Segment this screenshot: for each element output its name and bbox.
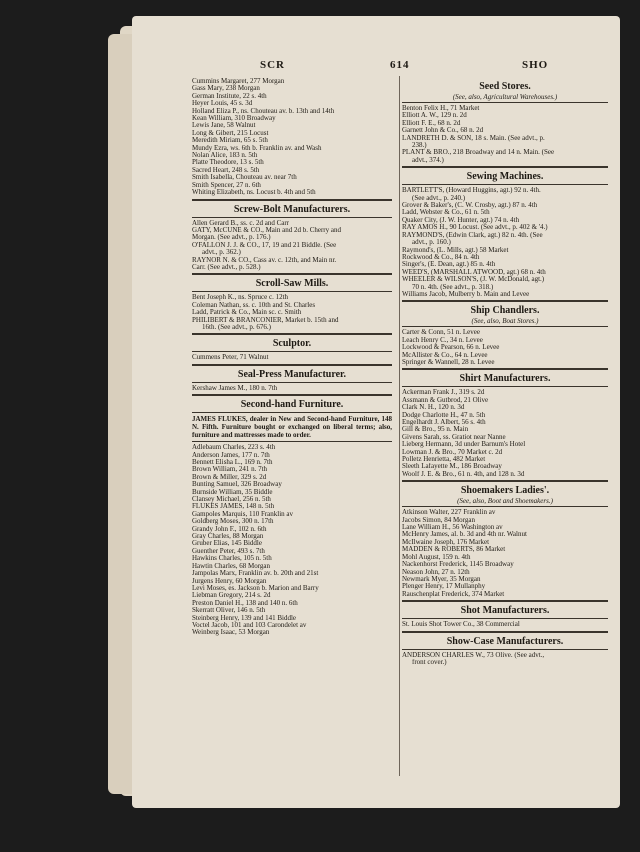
directory-entry: Atkinson Walter, 227 Franklin av (402, 509, 496, 517)
directory-entry: Levi Moses, es. Jackson b. Marion and Barry (192, 584, 319, 592)
directory-entry: Grandy John F., 102 n. 6th (192, 525, 267, 533)
shoemakers-list (402, 509, 608, 598)
directory-entry: Platte Theodore, 13 s. 5th (192, 159, 264, 167)
section-subtitle: (See, also, Boat Stores.) (471, 317, 539, 326)
section-rule (192, 394, 392, 396)
section-rule (192, 364, 392, 366)
section-rule (192, 291, 392, 292)
directory-entry: Raymond's, (L. Mills, agt.) 58 Market (402, 246, 509, 254)
directory-entry: Lowman J. & Bro., 70 Market c. 2d (402, 448, 503, 456)
directory-entry: RAYMOND'S, (Edwin Clark, agt.) 82 n. 4th. (See (402, 231, 543, 239)
seed-stores-list (402, 105, 608, 164)
section-rule (192, 351, 392, 352)
directory-entry: (See advt., p. 240.) (412, 194, 466, 202)
directory-entry: Cummens Peter, 71 Walnut (192, 354, 269, 362)
running-header (192, 59, 612, 73)
show-case-list (402, 652, 608, 667)
directory-entry: Elliott F. E., 68 n. 2d (402, 119, 461, 127)
directory-entry: Burnside William, 35 Biddle (192, 488, 273, 496)
sculptor-list (192, 354, 392, 361)
directory-entry: Gill & Bro., 95 n. Main (402, 426, 469, 434)
section-rule (192, 412, 392, 413)
seal-press-list (192, 385, 392, 392)
directory-entry: Lane William H., 56 Washington av (402, 524, 503, 532)
directory-entry: Coleman Nathan, ss. c. 10th and St. Charles (192, 301, 316, 309)
directory-entry: Bent Joseph K., ns. Spruce c. 12th (192, 294, 289, 302)
directory-entry: WHEELER & WILSON'S, (J. W. McDonald, agt.) (402, 276, 545, 284)
section-rule (402, 649, 608, 650)
directory-entry: Carter & Conn, 51 n. Levee (402, 329, 480, 337)
directory-entry: Gass Mary, 238 Morgan (192, 85, 260, 93)
directory-entry: Jacobs Simon, 84 Morgan (402, 516, 475, 524)
section-title: Sewing Machines. (466, 171, 544, 183)
directory-entry: RAY AMOS H., 90 Locust. (See advt., p. 402 & '4.) (402, 224, 548, 232)
directory-entry: Engelhardt J. Albert, 56 s. 4th (402, 419, 486, 426)
section-rule (402, 480, 608, 482)
directory-entry: Whiting Elizabeth, ns. Locust b. 4th and 5th (192, 189, 316, 197)
directory-entry: Gampoles Marquis, 110 Franklin av (192, 510, 294, 518)
directory-entry: Gray Charles, 88 Morgan (192, 533, 264, 541)
directory-entry: Hawtin Charles, 68 Morgan (192, 562, 271, 570)
section-rule (402, 506, 608, 507)
directory-entry: Heyer Louis, 45 s. 3d (192, 100, 253, 108)
section-title: Shirt Manufacturers. (459, 373, 551, 385)
advertisement-text: JAMES FLUKES, dealer in New and Second-hand Furniture, 148 N. Fifth. Furniture bought or exchanged on liberal terms; also, furniture and mattresses made to order. (192, 415, 392, 440)
section-rule (192, 382, 392, 383)
directory-entry: Sleeth Lafayette M., 186 Broadway (402, 463, 502, 471)
section-rule (402, 631, 608, 633)
directory-entry: Guenther Peter, 493 s. 7th (192, 547, 265, 555)
section-rule (402, 326, 608, 327)
directory-entry: Preston Daniel H., 138 and 140 n. 6th (192, 599, 298, 607)
directory-entry: Bennett Elisha L., 169 n. 7th (192, 459, 273, 466)
directory-entry: Givens Sarah, ss. Gratiot near Nanne (402, 433, 506, 441)
section-rule (402, 386, 608, 387)
directory-entry: Smith Isabella, Chouteau av. near 7th (192, 174, 297, 182)
directory-entry: LANDRETH D. & SON, 18 s. Main. (See advt., p. (402, 134, 545, 142)
directory-entry: Mohl August, 159 n. 4th (402, 553, 471, 561)
directory-entry: Smith Spencer, 27 n. 6th (192, 181, 261, 189)
directory-entry: O'FALLON J. J. & CO., 17, 19 and 21 Biddle. (See (192, 241, 337, 249)
directory-entry: PHILIBERT & BRANCONIER, Market b. 15th and (192, 316, 339, 324)
sewing-machines-list (402, 187, 608, 298)
directory-entry: Sacred Heart, 248 s. 5th (192, 166, 260, 174)
directory-entry: Ackerman Frank J., 319 s. 2d (402, 389, 485, 397)
directory-entry: Long & Gibert, 215 Locust (192, 129, 269, 137)
directory-entry: Polletz Henrietta, 482 Market (402, 456, 486, 464)
directory-entry: Woolf J. E. & Bro., 61 n. 4th, and 128 n. 3d (402, 470, 525, 478)
directory-entry: GATY, McCUNE & CO., Main and 2d b. Cherry and (192, 226, 341, 234)
directory-entry: FLUKES JAMES, 148 n. 5th (192, 503, 275, 511)
directory-page (132, 16, 620, 808)
section-rule (402, 102, 608, 103)
directory-entry: Williams Jacob, Mulberry b. Main and Levee (402, 290, 530, 298)
header-right-word: SHO (522, 59, 549, 71)
directory-entry: Clansey Michael, 256 n. 5th (192, 496, 271, 504)
section-rule (192, 441, 392, 442)
top-list (192, 78, 392, 197)
directory-entry: Nolan Alice, 183 n. 5th (192, 152, 258, 160)
directory-entry: Leach Henry C., 34 n. Levee (402, 336, 483, 344)
section-title: Second-hand Furniture. (240, 399, 344, 411)
directory-entry: RAYNOR N. & CO., Cass av. c. 12th, and Main nr. (192, 256, 337, 264)
directory-entry: advt., p. 362.) (202, 249, 241, 257)
section-rule (402, 368, 608, 370)
directory-entry: Ladd, Webster & Co., 61 n. 5th (402, 209, 490, 217)
directory-entry: front cover.) (412, 658, 447, 666)
section-rule (402, 600, 608, 602)
directory-entry: 70 n. 4th. (See advt., p. 318.) (412, 283, 494, 291)
directory-entry: ANDERSON CHARLES W., 73 Olive. (See advt., (402, 651, 545, 659)
directory-entry: McIlwaine Joseph, 176 Market (402, 538, 490, 546)
directory-entry: Kean William, 310 Broadway (192, 115, 276, 123)
directory-entry: Bunting Samuel, 326 Broadway (192, 481, 282, 489)
directory-entry: McAllister & Co., 64 n. Levee (402, 351, 488, 359)
directory-entry: Quaker City, (J. W. Hunter, agt.) 74 n. 4th (402, 216, 520, 224)
second-hand-list (192, 444, 392, 637)
shot-manufacturers-list (402, 621, 608, 628)
directory-entry: Singer's, (E. Dean, agt.) 85 n. 4th (402, 261, 496, 269)
directory-entry: Weinberg Isaac, 53 Morgan (192, 629, 270, 637)
section-rule (402, 618, 608, 619)
directory-entry: WEED'S, (MARSHALL ATWOOD, agt.) 68 n. 4th (402, 268, 546, 276)
directory-entry: Clark N. H., 120 n. 3d (402, 404, 465, 412)
directory-entry: Hawkins Charles, 105 n. 5th (192, 555, 272, 563)
section-title: Sculptor. (272, 338, 312, 350)
directory-entry: 238.) (412, 142, 427, 150)
directory-entry: Steinberg Henry, 139 and 141 Biddle (192, 614, 297, 622)
directory-entry: Neason John, 27 n. 12th (402, 568, 470, 576)
shirt-manufacturers-list (402, 389, 608, 478)
directory-entry: Benton Felix H., 71 Market (402, 105, 480, 112)
directory-entry: Plenger Henry, 17 Mullanphy (402, 583, 486, 591)
column-divider (399, 76, 400, 776)
directory-entry: Meredith Miriam, 65 s. 5th (192, 137, 268, 145)
directory-entry: MADDEN & ROBERTS, 86 Market (402, 546, 506, 554)
directory-entry: Ladd, Patrick & Co., Main sc. c. Smith (192, 309, 302, 317)
directory-entry: Anderson James, 177 n. 7th (192, 451, 270, 459)
directory-entry: Allen Gerard B., ss. c. 2d and Carr (192, 219, 290, 227)
directory-entry: advt., 374.) (412, 156, 444, 164)
section-title: Screw-Bolt Manufacturers. (233, 203, 351, 215)
page-number: 614 (390, 59, 410, 71)
directory-entry: Newmark Myer, 35 Morgan (402, 575, 481, 583)
section-title: Shoemakers Ladies'. (460, 485, 550, 497)
section-rule (402, 184, 608, 185)
directory-entry: Brown & Miller, 329 s. 2d (192, 473, 267, 481)
section-title: Scroll-Saw Mills. (255, 278, 329, 290)
header-left-word: SCR (260, 59, 286, 71)
section-rule (192, 273, 392, 275)
section-rule (192, 333, 392, 335)
directory-entry: 16th. (See advt., p. 676.) (202, 323, 272, 331)
directory-entry: Jurgens Henry, 60 Morgan (192, 577, 267, 585)
section-title: Seed Stores. (479, 81, 531, 92)
scroll-saw-list (192, 294, 392, 331)
left-column (192, 78, 392, 637)
directory-entry: McHenry James, al. b. 3d and 4th nr. Walnut (402, 531, 527, 539)
directory-entry: Garnett John & Co., 68 n. 2d (402, 127, 484, 135)
section-rule (402, 166, 608, 168)
section-title: Shot Manufacturers. (460, 605, 550, 617)
screw-bolt-list (192, 220, 392, 272)
right-column (402, 78, 608, 666)
directory-entry: Gruber Elias, 145 Biddle (192, 540, 262, 548)
section-title: Seal-Press Manufacturer. (237, 368, 347, 380)
directory-entry: Kershaw James M., 180 n. 7th (192, 384, 278, 392)
directory-entry: advt., p. 160.) (412, 239, 451, 247)
directory-entry: Adlebaum Charles, 223 s. 4th (192, 444, 276, 452)
directory-entry: Lewis Jane, 58 Walnut (192, 122, 256, 130)
directory-entry: Voctel Jacob, 101 and 103 Carondelet av (192, 621, 307, 629)
section-title: Ship Chandlers. (470, 305, 540, 317)
directory-entry: Lockwood & Pearson, 66 n. Levee (402, 344, 500, 352)
directory-entry: Assmann & Gutbrod, 21 Olive (402, 396, 489, 404)
section-subtitle: (See, also, Agricultural Warehouses.) (452, 93, 558, 101)
ship-chandlers-list (402, 329, 608, 366)
directory-entry: Grover & Baker's, (C. W. Crosby, agt.) 87 n. 4th (402, 202, 538, 210)
directory-entry: Goldberg Moses, 300 n. 17th (192, 518, 274, 526)
directory-entry: Elliott A. W., 129 n. 2d (402, 112, 467, 120)
section-rule (192, 217, 392, 218)
directory-entry: Jampolas Marx, Franklin av. b. 20th and 21st (192, 570, 319, 578)
section-title: Show-Case Manufacturers. (446, 635, 564, 647)
section-subtitle: (See, also, Boot and Shoemakers.) (457, 497, 553, 506)
directory-entry: German Institute, 22 s. 4th (192, 92, 267, 100)
directory-entry: Liebman Gregory, 214 s. 2d (192, 592, 271, 600)
directory-entry: Nackenhorst Frederick, 1145 Broadway (402, 561, 514, 569)
directory-entry: Rockwood & Co., 84 n. 4th (402, 253, 480, 261)
section-rule (402, 300, 608, 302)
directory-entry: Skerratt Oliver, 146 n. 5th (192, 607, 266, 615)
directory-entry: BARTLETT'S, (Howard Huggins, agt.) 92 n. 4th. (402, 187, 541, 195)
directory-entry: Morgan. (See advt., p. 176.) (192, 234, 271, 242)
directory-entry: Cummins Margaret, 277 Morgan (192, 78, 285, 85)
directory-entry: Mundy Ezra, ws. 6th b. Franklin av. and Wash (192, 144, 322, 152)
directory-entry: Carr. (See advt., p. 528.) (192, 263, 261, 271)
directory-entry: Holland Eliza P., ns. Chouteau av. b. 13th and 14th (192, 107, 335, 115)
directory-entry: Lieberg Hermann, 3d under Barnum's Hotel (402, 441, 526, 449)
directory-entry: PLANT & BRO., 218 Broadway and 14 n. Main. (See (402, 149, 555, 157)
directory-entry: Dodge Charlotte H., 47 n. 5th (402, 411, 486, 419)
section-rule (192, 199, 392, 201)
directory-entry: Rauschenplat Frederick, 374 Market (402, 590, 505, 598)
directory-entry: Springer & Wannell, 28 n. Levee (402, 358, 495, 366)
directory-entry: Brown William, 241 n. 7th (192, 466, 268, 474)
directory-entry: St. Louis Shot Tower Co., 38 Commercial (402, 621, 520, 629)
